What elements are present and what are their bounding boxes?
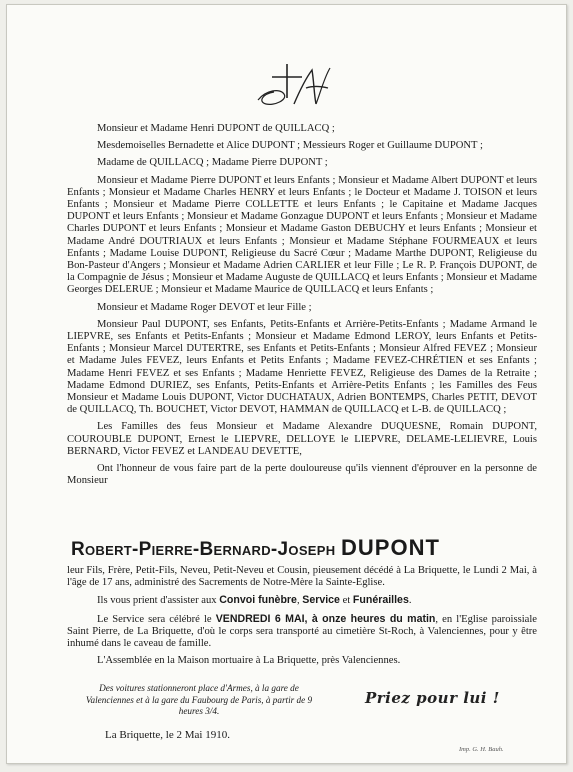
deceased-given-names: Robert-Pierre-Bernard-Joseph — [71, 539, 336, 560]
paragraph: Monsieur et Madame Roger DEVOT et leur Fille ; — [97, 301, 312, 313]
invite-service: Service — [302, 594, 340, 607]
cross-monogram-icon — [254, 60, 334, 112]
invite-paragraph — [67, 594, 537, 607]
paragraph: Ont l'honneur de vous faire part de la perte douloureuse qu'ils viennent d'éprouver en la personne de Monsieur — [67, 463, 537, 487]
invite-text: Ils vous prient d'assister aux — [97, 595, 220, 607]
paragraph: Les Familles des feus Monsieur et Madame Alexandre DUQUESNE, Romain DUPONT, COUROUBLE DUPONT, Ernest le LIEPVRE, DELLOYE le LIEPVRE, DELAME-LELIEVRE, Louis BERNARD, Victor FEVEZ et LANDEAU DEVETTE, — [67, 421, 537, 457]
service-paragraph — [67, 613, 537, 651]
invite-end: . — [408, 595, 412, 607]
paragraph: Monsieur Paul DUPONT, ses Enfants, Petits-Enfants et Arrière-Petits-Enfants ; Madame Armand le LIEPVRE, ses Enfants et Petits-Enfants ; Monsieur et Madame Edmond LEROY, leurs Enfants et Petits-Enfants ; Monsieur Marcel DUTERTRE, ses Enfants et Petits-Enfants ; Monsieur Alfred FEVEZ ; Monsieur et Madame Jules FEVEZ, leurs Enfants et Petits Enfants ; Madame FEVEZ-CHRÉTIEN et ses Enfants ; Madame Henri FEVEZ et ses Enfants ; Madame Henriette FEVEZ, Religieuse des Dames de la Retraite ; Madame Edmond DURIEZ, ses Enfants, Petits-Enfants et Arrière-Petits Enfants ; les Familles des Feus Monsieur et Madame Louis DUPONT, Victor DUCHATAUX, Adrien BONTEMPS, Charles PETIT, DEVOT de QUILLACQ, Th. BOUCHET, Victor DEVOT, HAMMAN de QUILLACQ et L-B. de QUILLACQ ; — [67, 318, 537, 416]
family-list — [67, 123, 537, 492]
service-details: , en l'Eglise paroissiale Saint Pierre, de La Briquette, d'où le corps sera transporté au cimetière St-Roch, à Valenciennes, pour y être inhumé dans le caveau de famille. — [67, 613, 537, 650]
funeral-notice — [6, 4, 567, 764]
invite-funerailles: Funérailles — [352, 594, 409, 607]
paragraph: Mesdemoiselles Bernadette et Alice DUPONT ; Messieurs Roger et Guillaume DUPONT ; — [97, 140, 483, 152]
prayer-text: Priez pour lui ! — [365, 689, 500, 707]
invite-convoi: Convoi funèbre — [219, 594, 297, 607]
paragraph: Monsieur et Madame Pierre DUPONT et leurs Enfants ; Monsieur et Madame Albert DUPONT et leurs Enfants ; Monsieur et Madame Charles HENRY et leurs Enfants ; le Docteur et Madame J. TOISON et leurs Enfants ; Monsieur et Madame Pierre COLLETTE et leurs Enfants ; le Capitaine et Madame Jacques DUPONT et leurs Enfants ; Monsieur et Madame Gonzague DUPONT et leurs Enfants ; Monsieur et Madame Charles DUPONT et leurs Enfants ; Monsieur et Madame Gaston DEBUCHY et leurs Enfants ; Monsieur et Madame André DOUTRIAUX et leurs Enfants ; Monsieur et Madame Stéphane FOURMEAUX et leurs Enfants ; Madame Louise DUPONT, Religieuse du Sacré Cœur ; Madame Marthe DUPONT, Religieuse du Bon-Pasteur d'Angers ; Monsieur et Madame Adrien CARLIER et leur Fille ; Le R. P. François DUPONT, de la Compagnie de Jésus ; Monsieur et Madame Auguste de QUILLACQ et leurs Enfants ; Monsieur et Madame Georges DELERUE ; Monsieur et Madame Maurice de QUILLACQ et leurs Enfants ; — [67, 174, 537, 296]
invite-separator: , — [296, 595, 303, 607]
transport-note: Des voitures stationneront place d'Armes, à la gare de Valenciennes et à la gare du Faubourg de Paris, à partir de 9 heures 3/4. — [85, 683, 313, 716]
service-text: Le Service sera célébré le — [97, 613, 216, 625]
service-date: VENDREDI 6 MAI, à onze heures du matin — [215, 612, 436, 625]
announcement-details — [67, 565, 537, 672]
deceased-name — [71, 535, 541, 561]
relation-paragraph: leur Fils, Frère, Petit-Fils, Neveu, Petit-Neveu et Cousin, pieusement décédé à La Briquette, le Lundi 2 Mai, à l'âge de 17 ans, administré des Sacrements de Notre-Mère la Sainte-Eglise. — [67, 565, 537, 589]
deceased-surname: DUPONT — [341, 535, 440, 560]
assembly-paragraph: L'Assemblée en la Maison mortuaire à La Briquette, près Valenciennes. — [97, 655, 401, 667]
printer-mark: Imp. G. H. Bauh. — [459, 746, 504, 753]
invite-separator: et — [339, 595, 353, 607]
place-date: La Briquette, le 2 Mai 1910. — [105, 729, 230, 741]
paragraph: Madame de QUILLACQ ; Madame Pierre DUPONT ; — [97, 157, 328, 169]
paragraph: Monsieur et Madame Henri DUPONT de QUILLACQ ; — [97, 123, 335, 134]
